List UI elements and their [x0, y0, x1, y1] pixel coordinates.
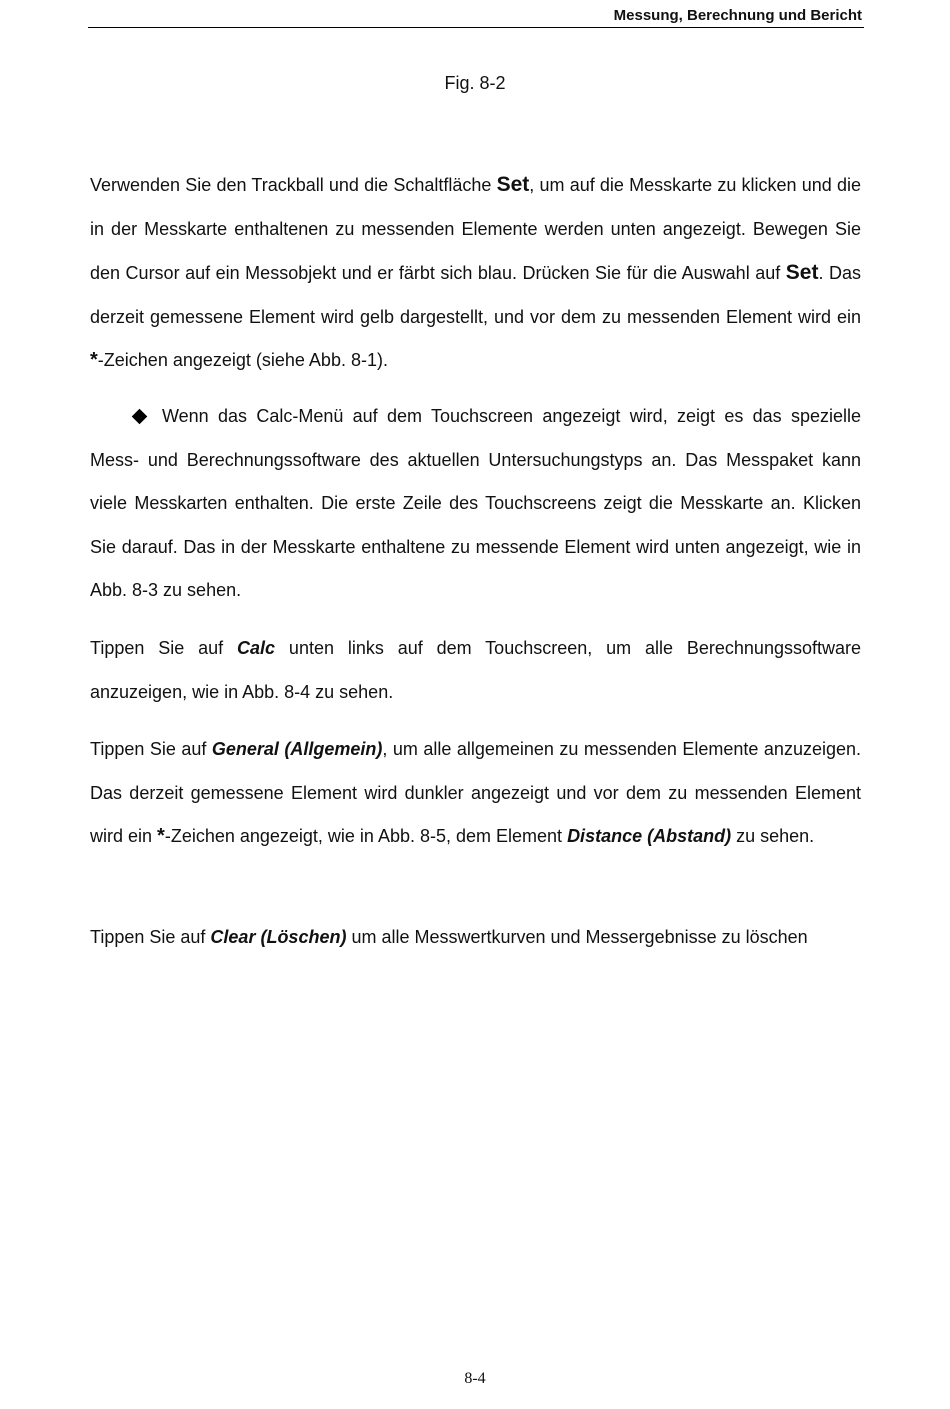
p3-text-1: Tippen Sie auf	[90, 638, 238, 658]
diamond-bullet-icon	[132, 408, 148, 424]
p1-text-3: . Das derzeit gemessene Element wird gelb dargestellt, und vor dem zu messenden Element wird ein	[90, 263, 861, 327]
set-keyword: Set	[785, 261, 819, 284]
p2-text: Wenn das Calc-Menü auf dem Touchscreen angezeigt wird, zeigt es das spezielle Mess- und Berechnungssoftware des aktuellen Untersuchungstyps an. Das Messpaket kann viele Messkarten enthalten. Die erste Zeile des Touchscreens zeigt die Messkarte an. Klicken Sie darauf. Das in der Messkarte enthaltene zu messende Element wird unten angezeigt, wie in Abb. 8-3 zu sehen.	[90, 406, 861, 600]
p1-text-1: Verwenden Sie den Trackball und die Schaltfläche	[90, 175, 497, 195]
header-divider	[88, 27, 864, 28]
clear-keyword: Clear (Löschen)	[210, 927, 347, 947]
asterisk-symbol: *	[90, 349, 98, 371]
paragraph-trackball-set	[90, 163, 861, 383]
p4-text-1: Tippen Sie auf	[90, 739, 212, 759]
asterisk-symbol: *	[157, 825, 165, 847]
paragraph-calc	[90, 627, 861, 714]
p3-text-2: unten links auf dem Touchscreen, um alle Berechnungssoftware anzuzeigen, wie in Abb. 8-4 zu sehen.	[90, 638, 861, 702]
p4-text-3: -Zeichen angezeigt, wie in Abb. 8-5, dem Element	[164, 826, 568, 846]
paragraph-general	[90, 728, 861, 859]
p1-text-4: -Zeichen angezeigt (siehe Abb. 8-1).	[97, 350, 388, 370]
running-header: Messung, Berechnung und Bericht	[613, 7, 862, 24]
p5-text-1: Tippen Sie auf	[90, 927, 211, 947]
paragraph-clear	[90, 916, 861, 960]
distance-keyword: Distance (Abstand)	[567, 826, 732, 846]
set-keyword: Set	[496, 173, 530, 196]
p4-text-4: zu sehen.	[731, 826, 815, 846]
general-keyword: General (Allgemein)	[211, 739, 383, 759]
paragraph-calc-menu	[90, 395, 861, 613]
page-number: 8-4	[464, 1370, 486, 1387]
p4-text-2: , um alle allgemeinen zu messenden Elemente anzuzeigen. Das derzeit gemessene Element wird dunkler angezeigt und vor dem zu messenden Element wird ein	[90, 739, 861, 846]
p5-text-2: um alle Messwertkurven und Messergebnisse zu löschen	[346, 927, 808, 947]
calc-keyword: Calc	[237, 638, 276, 658]
figure-caption: Fig. 8-2	[444, 73, 506, 93]
p1-text-2: , um auf die Messkarte zu klicken und die in der Messkarte enthaltenen zu messenden Elemente werden unten angezeigt. Bewegen Sie den Cursor auf ein Messobjekt und er färbt sich blau. Drücken Sie für die Auswahl auf	[90, 175, 861, 283]
